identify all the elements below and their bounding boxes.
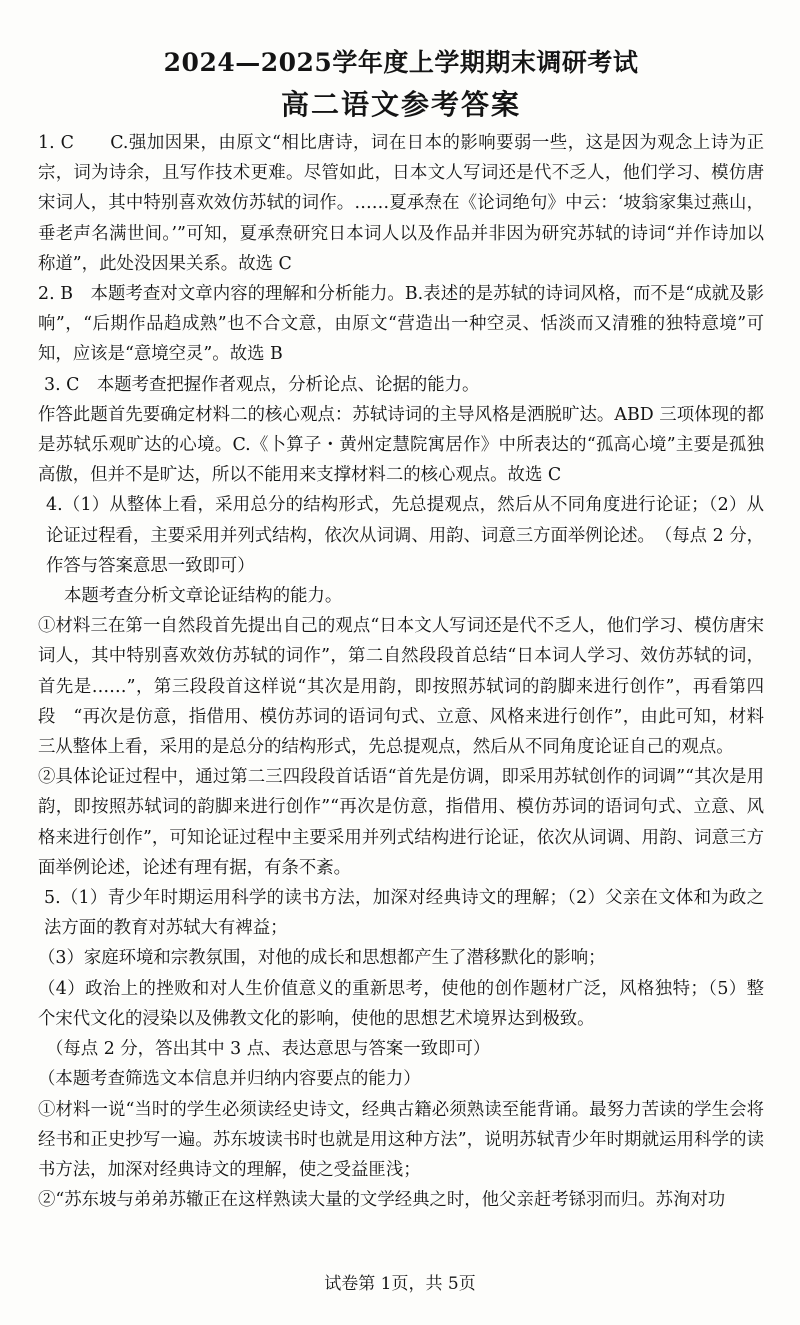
answer-q4-point-2: ②具体论证过程中，通过第二三四段段首话语“首先是仿调，即采用苏轼创作的词调”“其次是用韵，即按照苏轼词的韵脚来进行创作”“再次是仿意，指借用、模仿苏词的语词句式、立意、风格来进行创作”，可知论证过程中主要采用并列式结构进行论证，依次从词调、用韵、词意三方面举例论述，论述有理有据，有条不紊。	[38, 767, 764, 878]
answer-q5-scoring: （每点 2 分，答出其中 3 点、表达意思与答案一致即可）	[46, 1039, 491, 1060]
answer-q3-explanation: 作答此题首先要确定材料二的核心观点：苏轼诗词的主导风格是洒脱旷达。ABD 三项体现的都是苏轼乐观旷达的心境。C.《卜算子・黄州定慧院寓居作》中所表达的“孤高心境”主要是孤独高傲，但并不是旷达，所以不能用来支撑材料二的核心观点。故选 C	[38, 404, 764, 486]
answer-q2: 2. B 本题考查对文章内容的理解和分析能力。B.表述的是苏轼的诗词风格，而不是“成就及影响”，“后期作品趋成熟”也不合文意，由原文“营造出一种空灵、恬淡而又清雅的独特意境”可知，应该是“意境空灵”。故选 B	[38, 284, 764, 365]
answer-q5-note: （本题考查筛选文本信息并归纳内容要点的能力）	[38, 1069, 421, 1090]
page-footer: 试卷第 1页，共 5页	[324, 1274, 476, 1294]
answer-q4: 4.（1）从整体上看，采用总分的结构形式，先总提观点，然后从不同角度进行论证；（2）从论证过程看，主要采用并列式结构，依次从词调、用韵、词意三方面举例论述。 （每点 2 分，作答与答案意思一致即可）	[46, 495, 764, 576]
answer-q4-point-1: ①材料三在第一自然段首先提出自己的观点“日本文人写词还是代不乏人，他们学习、模仿唐宋词人，其中特别喜欢效仿苏轼的词作”，第二自然段段首总结“日本词人学习、效仿苏轼的词，首先是……”，第三段段首这样说“其次是用韵，即按照苏轼词的韵脚来进行创作”，再看第四段 “再次是仿意，指借用、模仿苏词的语词句式、立意、风格来进行创作”，由此可知，材料三从整体上看，采用的是总分的结构形式，先总提观点，然后从不同角度论证自己的观点。	[38, 616, 764, 758]
answer-q5-analysis-1: ①材料一说“当时的学生必须读经史诗文，经典古籍必须熟读至能背诵。最努力苦读的学生会将经书和正史抄写一遍。苏东坡读书时也就是用这种方法”，说明苏轼青少年时期就运用科学的读书方法，加深对经典诗文的理解，使之受益匪浅；	[38, 1099, 764, 1180]
answer-q5-analysis-2: ②“苏东坡与弟弟苏辙正在这样熟读大量的文学经典之时，他父亲赶考铩羽而归。苏洵对功	[38, 1190, 726, 1211]
answer-q3: 3. C 本题考查把握作者观点，分析论点、论据的能力。	[44, 374, 480, 395]
exam-title: 2024—2025学年度上学期期末调研考试	[163, 48, 639, 77]
answer-body	[38, 128, 764, 1215]
answer-q4-note: 本题考查分析文章论证结构的能力。	[64, 586, 343, 607]
answer-title: 高二语文参考答案	[280, 88, 521, 121]
answer-q5: 5.（1）青少年时期运用科学的读书方法，加深对经典诗文的理解；（2）父亲在文体和为政之法方面的教育对苏轼大有裨益；	[44, 888, 764, 939]
answer-q5-point-3: （3）家庭环境和宗教氛围，对他的成长和思想都产生了潜移默化的影响；	[38, 948, 606, 969]
answer-q5-point-4-5: （4）政治上的挫败和对人生价值意义的重新思考，使他的创作题材广泛，风格独特；（5）整个宋代文化的浸染以及佛教文化的影响，使他的思想艺术境界达到极致。	[38, 978, 764, 1029]
answer-q1: 1. C C.强加因果，由原文“相比唐诗，词在日本的影响要弱一些，这是因为观念上诗为正宗，词为诗余，且写作技术更难。尽管如此，日本文人写词还是代不乏人，他们学习、模仿唐宋词人，其中特别喜欢效仿苏轼的词作。……夏承焘在《论词绝句》中云：‘坡翁家集过燕山，垂老声名满世间。’”可知，夏承焘研究日本词人以及作品并非因为研究苏轼的诗词“并作诗加以称道”，此处没因果关系。故选 C	[38, 133, 764, 274]
